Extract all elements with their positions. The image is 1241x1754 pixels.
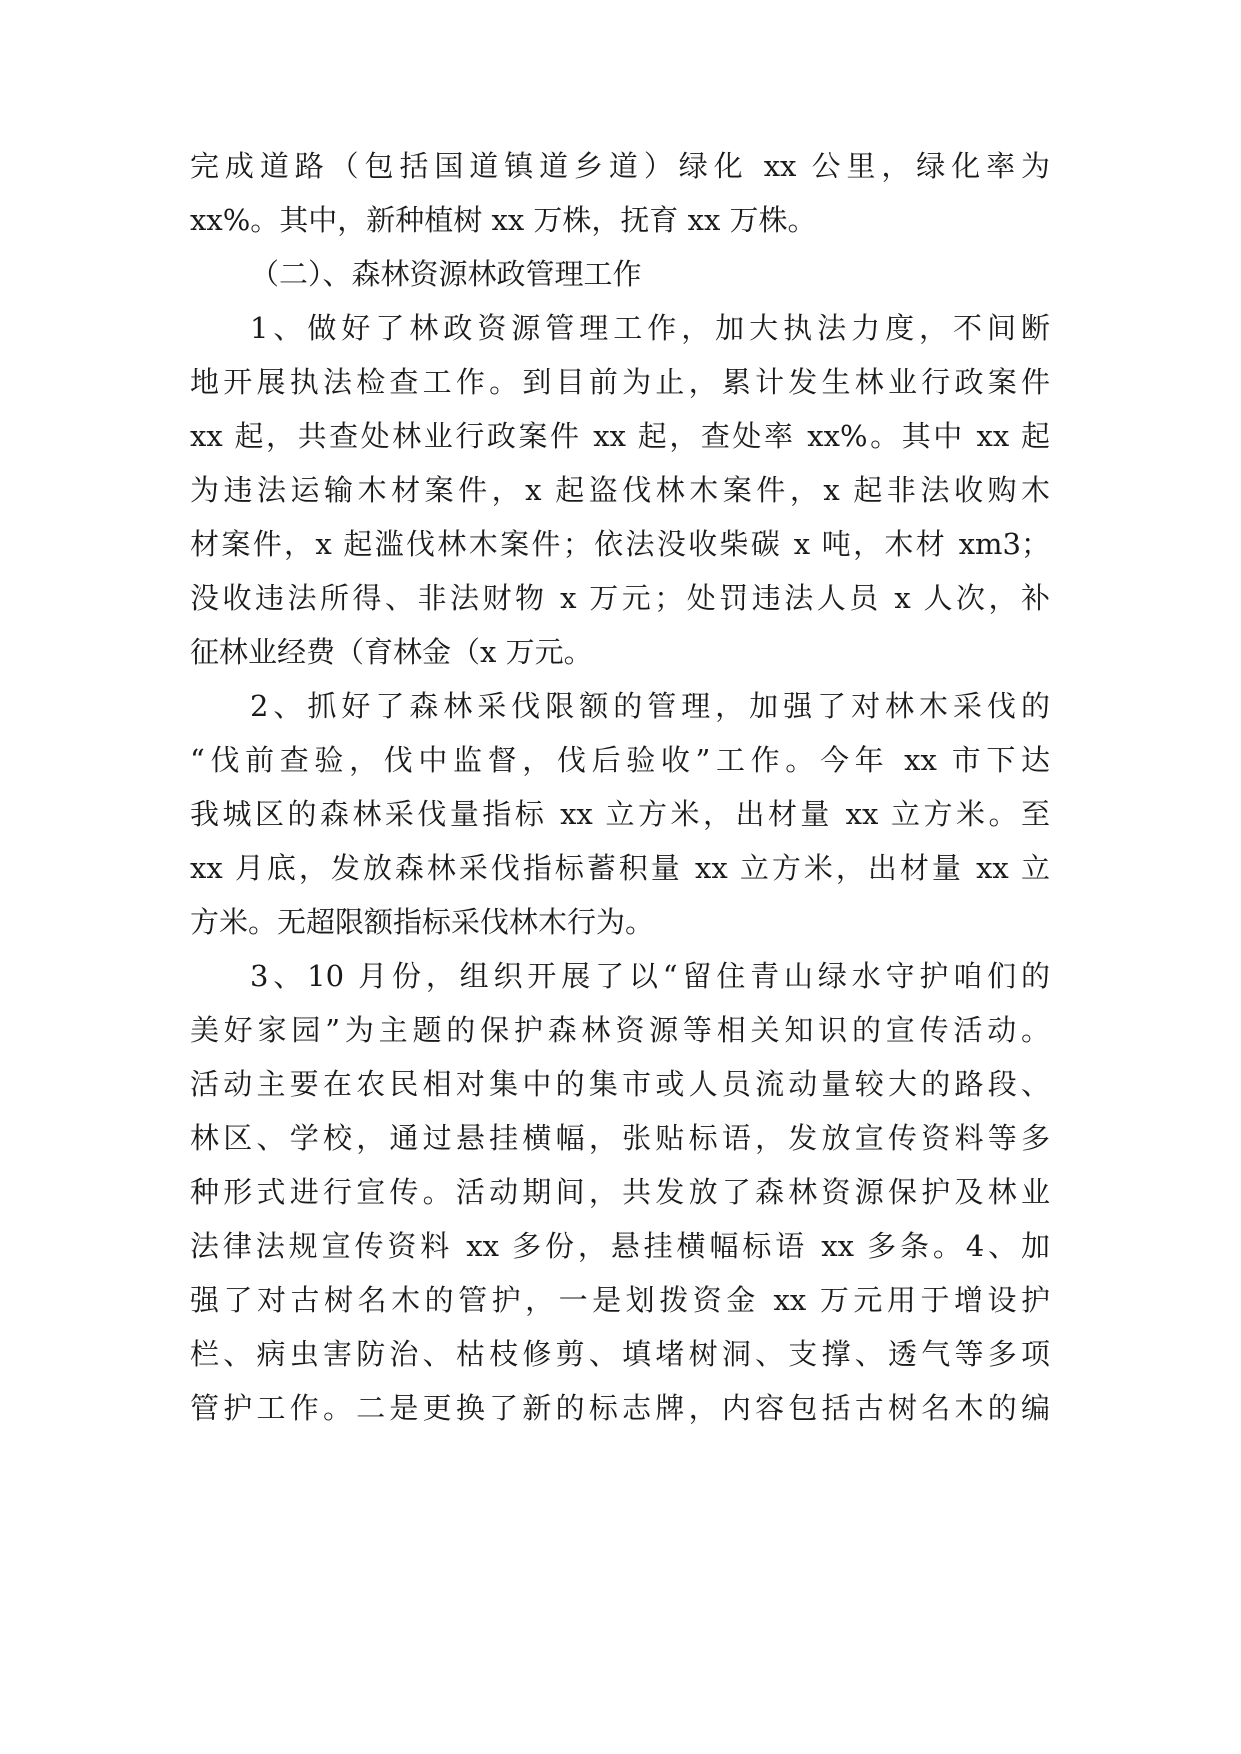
text-line: 方米。无超限额指标采伐林木行为。 xyxy=(190,905,655,939)
text-line: xx%。其中，新种植树 xx 万株，抚育 xx 万株。 xyxy=(190,203,817,237)
text-line: 地开展执法检查工作。到目前为止，累计发生林业行政案件 xyxy=(190,365,1050,399)
text-line: 林区、学校，通过悬挂横幅，张贴标语，发放宣传资料等多 xyxy=(190,1121,1050,1155)
text-line: “伐前查验，伐中监督，伐后验收”工作。今年 xx 市下达 xyxy=(190,743,1050,777)
text-line: 没收违法所得、非法财物 x 万元；处罚违法人员 x 人次，补 xyxy=(190,581,1050,615)
paragraph-first-line: 3、10 月份，组织开展了以“留住青山绿水守护咱们的 xyxy=(250,959,1050,993)
text-line: 我城区的森林采伐量指标 xx 立方米，出材量 xx 立方米。至 xyxy=(190,797,1050,831)
text-line: 法律法规宣传资料 xx 多份，悬挂横幅标语 xx 多条。4、加 xyxy=(190,1229,1050,1263)
text-line: 活动主要在农民相对集中的集市或人员流动量较大的路段、 xyxy=(190,1067,1050,1101)
text-line: xx 月底，发放森林采伐指标蓄积量 xx 立方米，出材量 xx 立 xyxy=(190,851,1050,885)
text-line: 强了对古树名木的管护，一是划拨资金 xx 万元用于增设护 xyxy=(190,1283,1050,1317)
text-line: xx 起，共查处林业行政案件 xx 起，查处率 xx%。其中 xx 起 xyxy=(190,419,1050,453)
text-line: 美好家园”为主题的保护森林资源等相关知识的宣传活动。 xyxy=(190,1013,1050,1047)
paragraph-first-line: 1、做好了林政资源管理工作，加大执法力度，不间断 xyxy=(250,311,1050,345)
text-line: 管护工作。二是更换了新的标志牌，内容包括古树名木的编 xyxy=(190,1391,1050,1425)
text-line: 为违法运输木材案件，x 起盗伐林木案件，x 起非法收购木 xyxy=(190,473,1050,507)
section-heading: （二）、森林资源林政管理工作 xyxy=(250,257,642,291)
text-line: 征林业经费（育林金（x 万元。 xyxy=(190,635,593,669)
paragraph-first-line: 2、抓好了森林采伐限额的管理，加强了对林木采伐的 xyxy=(250,689,1050,723)
text-line: 种形式进行宣传。活动期间，共发放了森林资源保护及林业 xyxy=(190,1175,1050,1209)
text-line: 材案件，x 起滥伐林木案件；依法没收柴碳 x 吨，木材 xm3； xyxy=(190,527,1050,561)
text-line: 栏、病虫害防治、枯枝修剪、填堵树洞、支撑、透气等多项 xyxy=(190,1337,1050,1371)
text-line: 完成道路（包括国道镇道乡道）绿化 xx 公里，绿化率为 xyxy=(190,149,1050,183)
